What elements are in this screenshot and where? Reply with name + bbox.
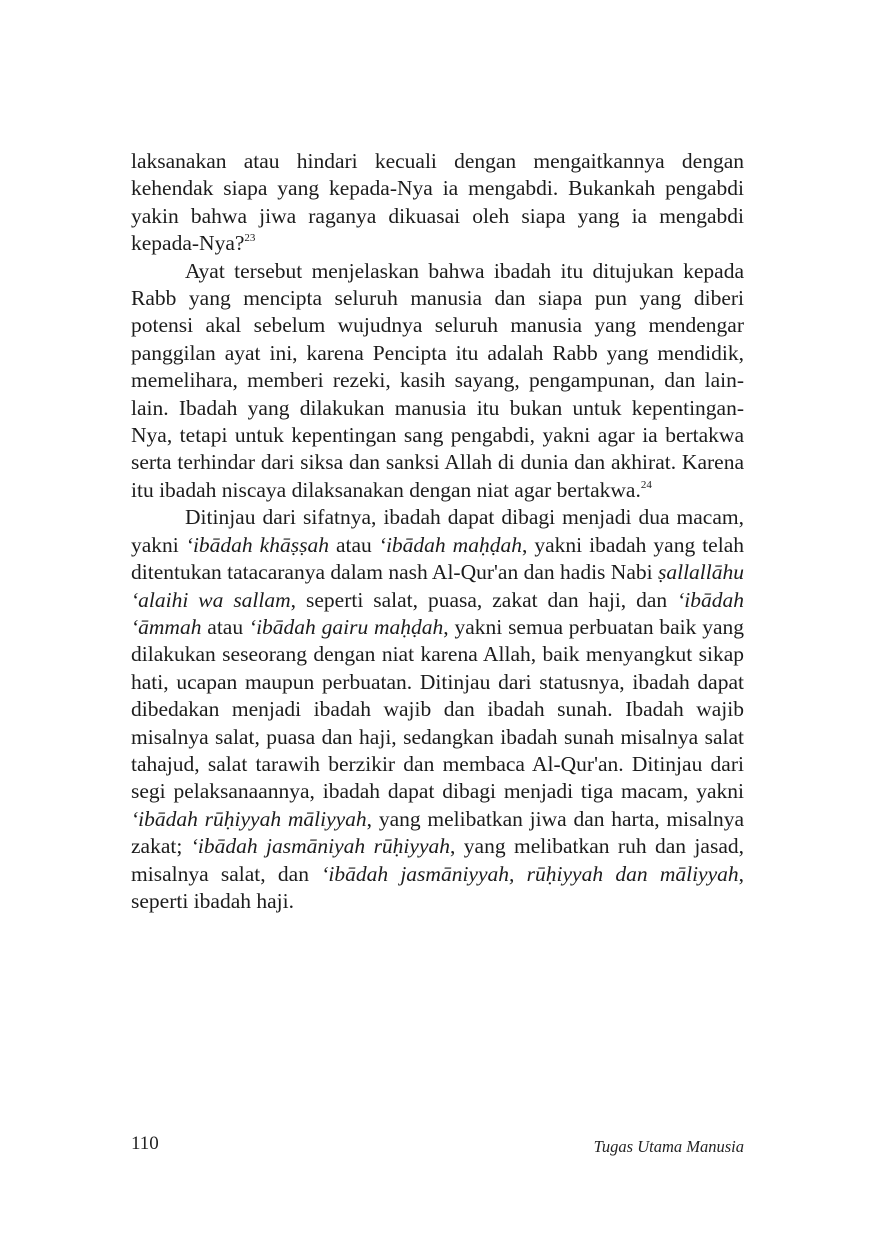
text-run: atau xyxy=(201,614,249,639)
body-text xyxy=(131,148,744,915)
italic-term: ‘ibādah gairu maḥḍah xyxy=(248,614,444,639)
paragraph xyxy=(131,148,744,258)
text-run: , yang melibatkan ruh dan jasad, misalnya salat, dan xyxy=(131,834,744,886)
italic-term: ṣallallāhu ‘alaihi wa sallam xyxy=(131,560,744,612)
text-run: laksanakan atau hindari kecuali dengan mengaitkannya dengan kehendak siapa yang kepada-Nya ia mengabdi. Bukankah pengabdi yakin bahwa jiwa raganya dikuasai oleh siapa yang ia mengabdi kepada-Nya? xyxy=(131,149,744,256)
text-run: , seperti ibadah haji. xyxy=(131,861,744,913)
italic-term: ‘ibādah khāṣṣah xyxy=(185,532,329,557)
text-run: , yakni semua perbuatan baik yang dilakukan seseorang dengan niat karena Allah, baik menyangkut sikap hati, ucapan maupun perbuatan. Ditinjau dari statusnya, ibadah dapat dibedakan menjadi ibadah wajib dan ibadah sunah. Ibadah wajib misalnya salat, puasa dan haji, sedangkan ibadah sunah misalnya salat tahajud, salat tarawih berzikir dan membaca Al-Qur'an. Ditinjau dari segi pelaksanaannya, ibadah dapat dibagi menjadi tiga macam, yakni xyxy=(131,614,745,804)
italic-term: ‘ibādah jasmāniyah rūḥiyyah xyxy=(190,834,450,859)
paragraph xyxy=(131,258,744,505)
text-run: , yakni ibadah yang telah ditentukan tatacaranya dalam nash Al-Qur'an dan hadis Nabi xyxy=(131,532,744,585)
text-run: , seperti salat, puasa, zakat dan haji, dan xyxy=(290,587,678,612)
text-run: atau xyxy=(328,532,379,557)
italic-term: ‘ibādah rūḥiyyah māliyyah xyxy=(131,806,367,831)
text-run: Ayat tersebut menjelaskan bahwa ibadah itu ditujukan kepada Rabb yang mencipta seluruh manusia dan siapa pun yang diberi potensi akal sebelum wujudnya seluruh manusia yang mendengar panggilan ayat ini, karena Pencipta itu adalah Rabb yang mendidik, memelihara, memberi rezeki, kasih sayang, pengampunan, dan lain-lain. Ibadah yang dilakukan manusia itu bukan untuk kepentingan-Nya, tetapi untuk kepentingan sang pengabdi, yakni agar ia bertakwa serta terhindar dari siksa dan sanksi Allah di dunia dan akhirat. Karena itu ibadah niscaya dilaksanakan dengan niat agar bertakwa. xyxy=(131,258,744,502)
running-title: Tugas Utama Manusia xyxy=(593,1137,744,1156)
page-number: 110 xyxy=(131,1133,159,1154)
footnote-ref: 24 xyxy=(640,478,652,491)
paragraph xyxy=(131,504,744,915)
italic-term: ‘ibādah jasmāniyyah, rūḥiyyah dan māliyyah xyxy=(321,861,739,886)
text-run: Ditinjau dari sifatnya, ibadah dapat dibagi menjadi dua macam, yakni xyxy=(131,505,744,557)
footnote-ref: 23 xyxy=(244,232,256,245)
italic-term: ‘ibādah maḥḍah xyxy=(378,532,522,557)
italic-term: ‘ibādah ‘āmmah xyxy=(131,587,744,639)
text-run: , yang melibatkan jiwa dan harta, misalnya zakat; xyxy=(131,806,745,859)
